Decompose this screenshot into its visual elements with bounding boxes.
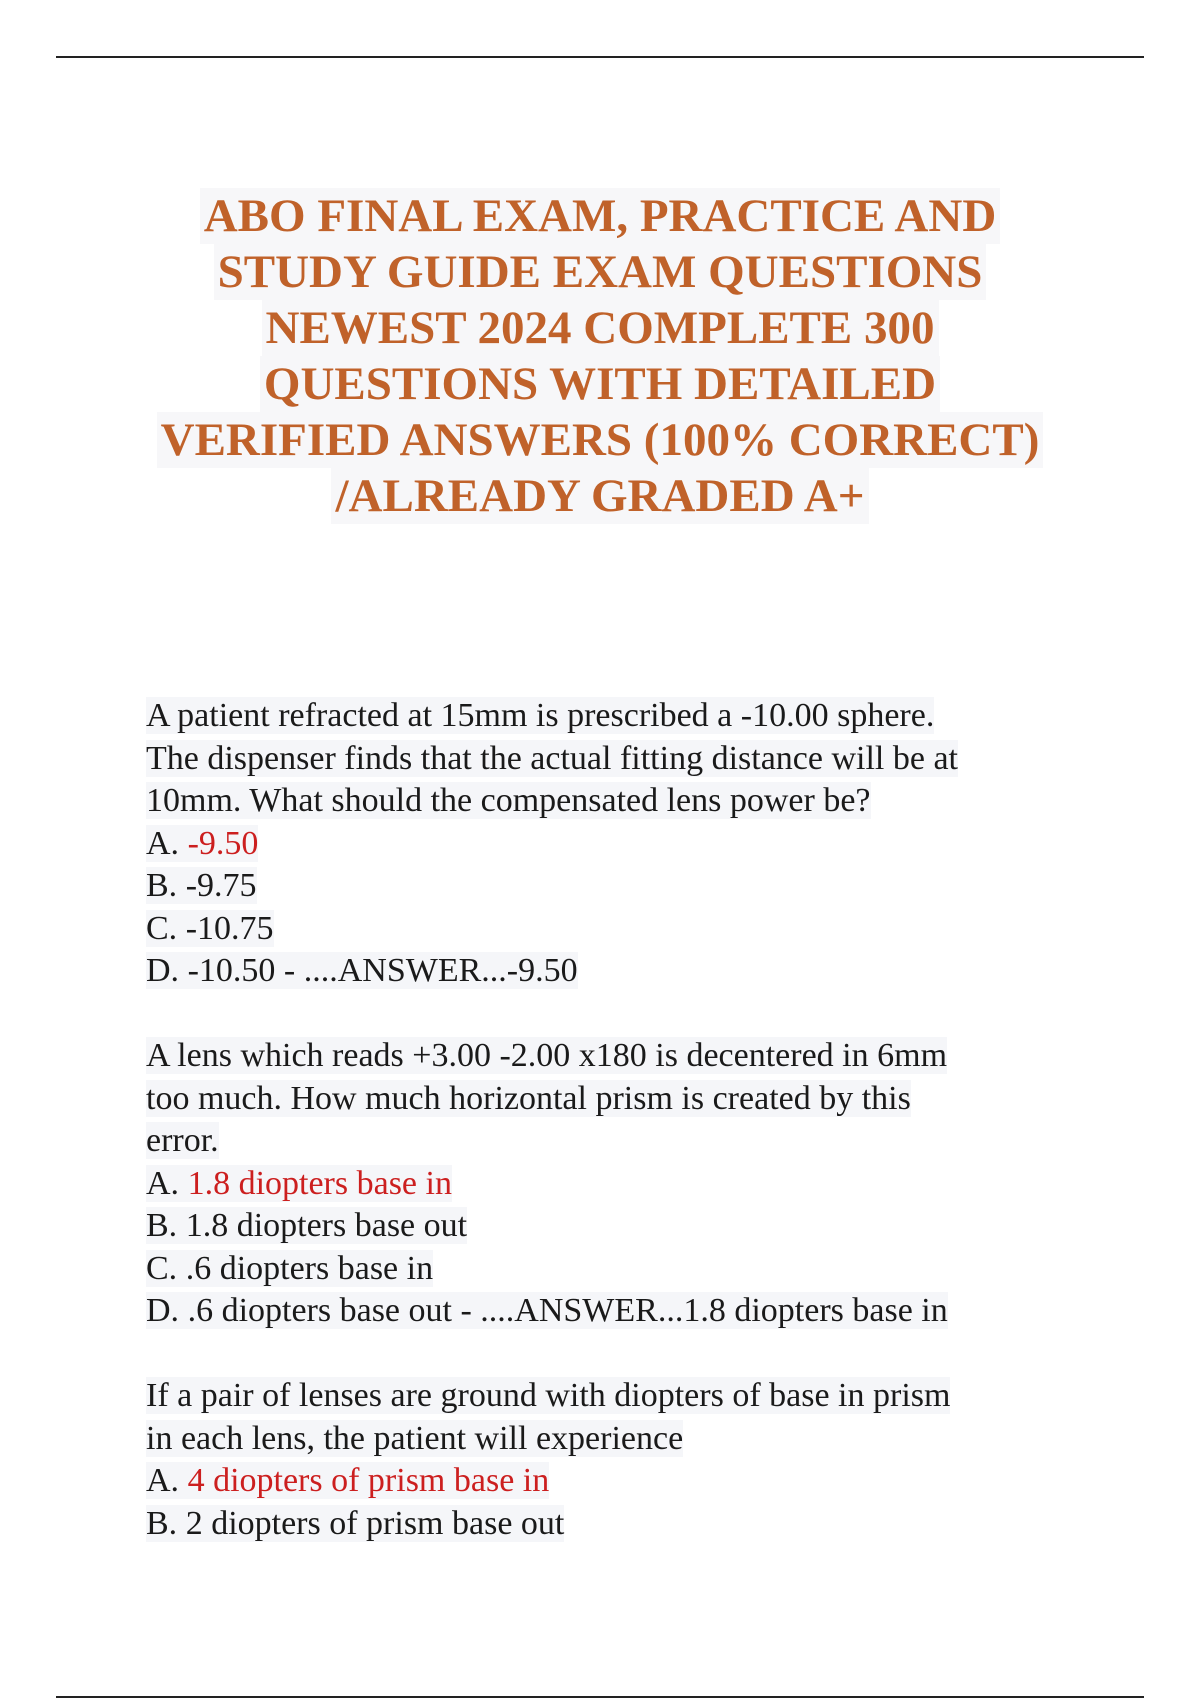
title-line: VERIFIED ANSWERS (100% CORRECT): [157, 412, 1044, 468]
option-letter: C.: [146, 909, 186, 947]
option-text: -10.75: [185, 909, 274, 947]
option-letter: B.: [146, 1207, 186, 1244]
option-letter: B.: [146, 1504, 186, 1542]
correct-option-text: 4 diopters of prism base in: [187, 1462, 550, 1499]
option-letter: D.: [146, 1292, 188, 1329]
option-b: [146, 1503, 1066, 1546]
option-letter: D.: [146, 952, 188, 989]
option-letter: B.: [146, 867, 186, 904]
option-text: 1.8 diopters base out: [185, 1207, 468, 1244]
question-3: [146, 1375, 1066, 1545]
option-b: [146, 865, 1066, 908]
title-line: QUESTIONS WITH DETAILED: [260, 356, 940, 412]
question-stem-line: A patient refracted at 15mm is prescribed a -10.00 sphere.: [146, 697, 935, 734]
question-stem-line: 10mm. What should the compensated lens power be?: [146, 782, 871, 819]
correct-option-text: 1.8 diopters base in: [187, 1164, 452, 1202]
option-text: 2 diopters of prism base out: [185, 1504, 565, 1542]
title-line: NEWEST 2024 COMPLETE 300: [262, 300, 939, 356]
option-d: [146, 950, 1066, 993]
question-stem-line: in each lens, the patient will experience: [146, 1419, 684, 1457]
correct-option-text: -9.50: [187, 824, 259, 862]
question-stem-line: error.: [146, 1122, 219, 1159]
option-a: [146, 1163, 1066, 1206]
option-c: [146, 908, 1066, 951]
document-title: [100, 188, 1100, 524]
question-stem-line: A lens which reads +3.00 -2.00 x180 is decentered in 6mm: [146, 1037, 948, 1074]
option-letter: A.: [146, 824, 188, 862]
question-1: [146, 695, 1066, 993]
option-a: [146, 1460, 1066, 1503]
option-text: .6 diopters base in: [185, 1249, 434, 1287]
option-a: [146, 823, 1066, 866]
question-stem-line: too much. How much horizontal prism is created by this: [146, 1079, 911, 1117]
option-letter: A.: [146, 1462, 188, 1499]
option-text: .6 diopters base out - ....ANSWER...1.8 diopters base in: [187, 1292, 948, 1329]
option-letter: A.: [146, 1164, 188, 1202]
option-letter: C.: [146, 1249, 186, 1287]
option-text: -10.50 - ....ANSWER...-9.50: [187, 952, 578, 989]
option-b: [146, 1205, 1066, 1248]
top-rule: [56, 56, 1144, 58]
title-line: STUDY GUIDE EXAM QUESTIONS: [214, 244, 987, 300]
option-c: [146, 1248, 1066, 1291]
option-d: [146, 1290, 1066, 1333]
question-list: [146, 695, 1066, 1588]
question-2: [146, 1035, 1066, 1333]
title-line: ABO FINAL EXAM, PRACTICE AND: [200, 188, 1001, 244]
title-line: /ALREADY GRADED A+: [331, 468, 868, 524]
question-stem-line: The dispenser finds that the actual fitting distance will be at: [146, 739, 958, 777]
bottom-rule: [56, 1696, 1144, 1698]
question-stem-line: If a pair of lenses are ground with diopters of base in prism: [146, 1377, 951, 1414]
option-text: -9.75: [185, 867, 257, 904]
